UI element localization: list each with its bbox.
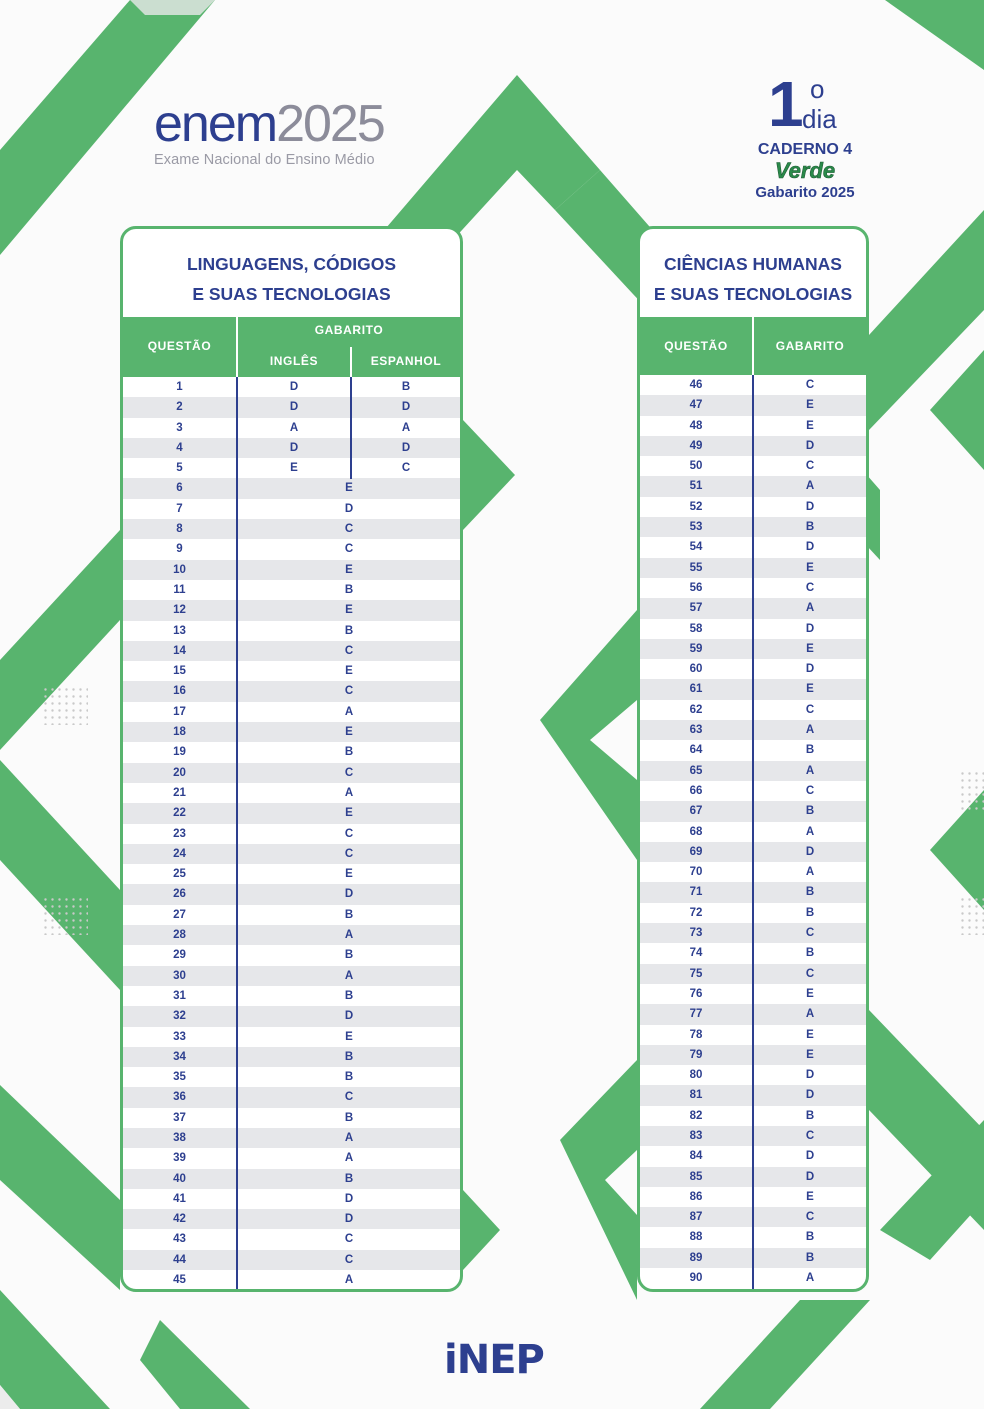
answer: B bbox=[805, 805, 815, 818]
question-number: 56 bbox=[689, 581, 703, 594]
answer: C bbox=[344, 543, 354, 556]
question-number: 80 bbox=[689, 1069, 703, 1082]
question-number: 38 bbox=[173, 1131, 186, 1144]
answer: C bbox=[805, 703, 815, 716]
question-number: 88 bbox=[689, 1231, 703, 1244]
question-number: 24 bbox=[173, 847, 186, 860]
answer: B bbox=[344, 1071, 354, 1084]
answer: B bbox=[805, 1231, 815, 1244]
question-number: 81 bbox=[689, 1089, 703, 1102]
answer: C bbox=[805, 1129, 815, 1142]
answer-espanhol: D bbox=[401, 401, 411, 414]
question-number: 33 bbox=[173, 1030, 186, 1043]
question-number: 44 bbox=[173, 1253, 186, 1266]
question-number: 78 bbox=[689, 1028, 703, 1041]
gabarito-year: Gabarito 2025 bbox=[755, 184, 855, 201]
question-number: 48 bbox=[689, 419, 703, 432]
answer: E bbox=[806, 1028, 814, 1041]
answer: B bbox=[805, 1109, 815, 1122]
table-row bbox=[123, 1169, 460, 1189]
table-body bbox=[123, 377, 460, 1290]
answer: E bbox=[345, 807, 353, 820]
answer: B bbox=[805, 906, 815, 919]
question-number: 14 bbox=[173, 644, 186, 657]
answer: C bbox=[344, 847, 354, 860]
question-number: 10 bbox=[173, 563, 186, 576]
column-divider bbox=[236, 377, 238, 1291]
answer-ingles: A bbox=[289, 421, 299, 434]
question-number: 46 bbox=[689, 379, 703, 391]
inep-logo bbox=[444, 1337, 544, 1383]
question-number: 60 bbox=[689, 663, 703, 676]
table-row bbox=[123, 560, 460, 580]
answer: D bbox=[805, 1069, 815, 1082]
question-number: 31 bbox=[173, 989, 186, 1002]
inep-logo-text: iNEP bbox=[444, 1337, 544, 1383]
day-ordinal: o bbox=[810, 74, 825, 104]
question-number: 84 bbox=[689, 1150, 703, 1163]
answer: D bbox=[805, 622, 815, 635]
answer: E bbox=[806, 987, 814, 1000]
answer: E bbox=[806, 1190, 814, 1203]
question-number: 41 bbox=[173, 1192, 186, 1205]
question-number: 74 bbox=[689, 947, 703, 960]
answer: A bbox=[805, 1008, 815, 1021]
caderno-color: Verde bbox=[774, 158, 836, 183]
answer: D bbox=[344, 888, 354, 901]
section-title-line2: E SUAS TECNOLOGIAS bbox=[653, 284, 853, 304]
table-row bbox=[123, 864, 460, 884]
question-number: 4 bbox=[176, 441, 183, 454]
question-number: 32 bbox=[173, 1010, 186, 1023]
table-row bbox=[123, 1047, 460, 1067]
question-number: 29 bbox=[173, 949, 186, 962]
question-number: 11 bbox=[173, 583, 186, 596]
table-row bbox=[123, 1250, 460, 1270]
day-number: 1 bbox=[768, 68, 804, 140]
question-number: 21 bbox=[173, 786, 186, 799]
question-number: 69 bbox=[689, 845, 703, 858]
table-row bbox=[123, 438, 460, 458]
logo-year-text: 2025 bbox=[276, 95, 384, 153]
table-row bbox=[123, 519, 460, 539]
answer: E bbox=[345, 665, 353, 678]
table-row bbox=[123, 418, 460, 438]
table-row bbox=[123, 1067, 460, 1087]
question-number: 45 bbox=[173, 1274, 186, 1287]
answer: A bbox=[344, 705, 354, 718]
answer: B bbox=[344, 908, 354, 921]
answer: C bbox=[344, 1253, 354, 1266]
answer: D bbox=[805, 541, 815, 554]
question-number: 75 bbox=[689, 967, 703, 980]
table-row bbox=[123, 1108, 460, 1128]
table-row bbox=[123, 803, 460, 823]
question-number: 3 bbox=[176, 421, 183, 434]
answer: D bbox=[805, 1150, 815, 1163]
question-number: 65 bbox=[689, 764, 703, 777]
logo-subtitle: Exame Nacional do Ensino Médio bbox=[154, 152, 375, 168]
question-number: 53 bbox=[689, 521, 703, 534]
answer: B bbox=[344, 583, 354, 596]
answer: D bbox=[805, 439, 815, 452]
answer: C bbox=[344, 685, 354, 698]
answer: E bbox=[806, 1048, 814, 1061]
question-number: 22 bbox=[173, 807, 186, 820]
section-title-humanas bbox=[640, 229, 866, 317]
question-number: 66 bbox=[689, 784, 703, 797]
question-number: 12 bbox=[173, 604, 186, 617]
answer: D bbox=[805, 663, 815, 676]
answer: C bbox=[805, 460, 815, 473]
answer-key-linguagens bbox=[120, 226, 463, 1292]
table-row bbox=[123, 1148, 460, 1168]
question-number: 68 bbox=[689, 825, 703, 838]
answer: D bbox=[805, 1089, 815, 1102]
answer: C bbox=[805, 1211, 815, 1224]
answer: C bbox=[344, 644, 354, 657]
answer: D bbox=[344, 1192, 354, 1205]
section-title-line1: CIÊNCIAS HUMANAS bbox=[664, 254, 842, 274]
answer-ingles: D bbox=[289, 401, 299, 414]
table-row bbox=[123, 377, 460, 397]
question-number: 18 bbox=[173, 726, 186, 739]
section-title-linguagens bbox=[123, 229, 460, 317]
table-row bbox=[123, 458, 460, 478]
question-number: 17 bbox=[173, 705, 186, 718]
header-gabarito: GABARITO bbox=[314, 323, 384, 337]
table-row bbox=[123, 1189, 460, 1209]
question-number: 26 bbox=[173, 888, 186, 901]
section-title-line2: E SUAS TECNOLOGIAS bbox=[192, 284, 391, 304]
table-row bbox=[123, 884, 460, 904]
answer: E bbox=[806, 642, 814, 655]
question-number: 15 bbox=[173, 665, 186, 678]
question-number: 90 bbox=[689, 1272, 703, 1285]
question-number: 76 bbox=[689, 987, 703, 1000]
table-row bbox=[123, 824, 460, 844]
answer: E bbox=[345, 482, 353, 495]
question-number: 83 bbox=[689, 1129, 703, 1142]
answer: C bbox=[805, 581, 815, 594]
header-questao: QUESTÃO bbox=[147, 339, 212, 353]
table-row bbox=[123, 702, 460, 722]
answer: B bbox=[344, 746, 354, 759]
table-row bbox=[123, 925, 460, 945]
answer: C bbox=[344, 827, 354, 840]
table-body bbox=[640, 375, 866, 1288]
answer: A bbox=[805, 1272, 815, 1285]
answer: B bbox=[344, 1111, 354, 1124]
table-header bbox=[123, 317, 460, 377]
question-number: 82 bbox=[689, 1109, 703, 1122]
answer: E bbox=[345, 726, 353, 739]
answer: C bbox=[344, 766, 354, 779]
answer-espanhol: B bbox=[401, 381, 411, 393]
header-divider bbox=[350, 347, 352, 377]
answer: A bbox=[344, 929, 354, 942]
question-number: 72 bbox=[689, 906, 703, 919]
table-row bbox=[123, 844, 460, 864]
table-row bbox=[123, 966, 460, 986]
answer: E bbox=[345, 1030, 353, 1043]
enem-logo bbox=[154, 95, 384, 168]
question-number: 6 bbox=[176, 482, 183, 495]
question-number: 37 bbox=[173, 1111, 186, 1124]
answer: B bbox=[805, 1251, 815, 1264]
table-row bbox=[123, 478, 460, 498]
column-divider bbox=[752, 375, 754, 1289]
question-number: 59 bbox=[689, 642, 703, 655]
question-number: 79 bbox=[689, 1048, 703, 1061]
header-divider bbox=[752, 317, 754, 375]
table-row bbox=[123, 681, 460, 701]
answer: A bbox=[344, 1131, 354, 1144]
question-number: 30 bbox=[173, 969, 186, 982]
table-row bbox=[123, 1087, 460, 1107]
day-label: dia bbox=[802, 104, 837, 134]
logo-enem-text: enem bbox=[154, 95, 277, 153]
question-number: 16 bbox=[173, 685, 186, 698]
question-number: 39 bbox=[173, 1152, 186, 1165]
exam-day-info bbox=[730, 70, 880, 203]
answer: E bbox=[806, 399, 814, 412]
question-number: 86 bbox=[689, 1190, 703, 1203]
question-number: 55 bbox=[689, 561, 703, 574]
answer: C bbox=[344, 1233, 354, 1246]
answer: A bbox=[805, 480, 815, 493]
question-number: 73 bbox=[689, 927, 703, 940]
question-number: 70 bbox=[689, 866, 703, 879]
table-row bbox=[123, 1128, 460, 1148]
answer: B bbox=[805, 886, 815, 899]
answer: E bbox=[345, 604, 353, 617]
header-questao: QUESTÃO bbox=[664, 339, 728, 353]
question-number: 64 bbox=[689, 744, 703, 757]
answer: B bbox=[805, 947, 815, 960]
answer: E bbox=[806, 683, 814, 696]
caderno-label: CADERNO 4 bbox=[757, 141, 853, 158]
question-number: 27 bbox=[173, 908, 186, 921]
answer: D bbox=[344, 502, 354, 515]
answer: A bbox=[805, 602, 815, 615]
question-number: 63 bbox=[689, 724, 703, 737]
answer: D bbox=[805, 500, 815, 513]
answer-espanhol: C bbox=[401, 462, 411, 475]
answer-ingles: D bbox=[289, 441, 299, 454]
question-number: 89 bbox=[689, 1251, 703, 1264]
header-espanhol: ESPANHOL bbox=[370, 354, 442, 368]
table-row bbox=[123, 580, 460, 600]
answer: B bbox=[344, 989, 354, 1002]
answer-espanhol: D bbox=[401, 441, 411, 454]
question-number: 43 bbox=[173, 1233, 186, 1246]
answer: B bbox=[805, 744, 815, 757]
answer: B bbox=[805, 521, 815, 534]
question-number: 77 bbox=[689, 1008, 703, 1021]
question-number: 28 bbox=[173, 929, 186, 942]
question-number: 1 bbox=[176, 381, 183, 393]
section-title-line1: LINGUAGENS, CÓDIGOS bbox=[186, 254, 397, 274]
answer: B bbox=[344, 1172, 354, 1185]
answer: C bbox=[344, 1091, 354, 1104]
answer: A bbox=[344, 969, 354, 982]
header-ingles: INGLÊS bbox=[269, 354, 319, 368]
answer: B bbox=[344, 624, 354, 637]
table-row bbox=[123, 905, 460, 925]
answer: D bbox=[344, 1213, 354, 1226]
question-number: 57 bbox=[689, 602, 703, 615]
answer: A bbox=[344, 786, 354, 799]
table-row bbox=[123, 661, 460, 681]
answer-espanhol: A bbox=[401, 421, 411, 434]
exam-day bbox=[730, 70, 880, 138]
answer: B bbox=[344, 1050, 354, 1063]
answer: E bbox=[345, 563, 353, 576]
table-row bbox=[123, 1027, 460, 1047]
question-number: 13 bbox=[173, 624, 186, 637]
table-row bbox=[123, 600, 460, 620]
table-row bbox=[123, 1270, 460, 1290]
question-number: 34 bbox=[173, 1050, 186, 1063]
table-row bbox=[123, 539, 460, 559]
answer: C bbox=[344, 523, 354, 536]
header-divider bbox=[236, 317, 238, 377]
header-gabarito: GABARITO bbox=[775, 339, 845, 353]
question-number: 58 bbox=[689, 622, 703, 635]
question-number: 5 bbox=[176, 462, 183, 475]
question-number: 7 bbox=[176, 502, 183, 515]
question-number: 35 bbox=[173, 1071, 186, 1084]
table-row bbox=[123, 783, 460, 803]
question-number: 2 bbox=[176, 401, 183, 414]
question-number: 87 bbox=[689, 1211, 703, 1224]
answer: C bbox=[805, 927, 815, 940]
table-row bbox=[123, 1006, 460, 1026]
table-row bbox=[123, 742, 460, 762]
table-row bbox=[123, 722, 460, 742]
column-divider bbox=[350, 377, 352, 479]
question-number: 51 bbox=[689, 480, 703, 493]
question-number: 23 bbox=[173, 827, 186, 840]
question-number: 40 bbox=[173, 1172, 186, 1185]
question-number: 61 bbox=[689, 683, 703, 696]
answer: E bbox=[806, 561, 814, 574]
answer: C bbox=[805, 967, 815, 980]
question-number: 49 bbox=[689, 439, 703, 452]
answer: C bbox=[805, 784, 815, 797]
answer: A bbox=[344, 1274, 354, 1287]
question-number: 62 bbox=[689, 703, 703, 716]
question-number: 52 bbox=[689, 500, 703, 513]
question-number: 85 bbox=[689, 1170, 703, 1183]
question-number: 71 bbox=[689, 886, 703, 899]
table-header bbox=[640, 317, 866, 375]
answer: A bbox=[344, 1152, 354, 1165]
answer: A bbox=[805, 724, 815, 737]
answer: D bbox=[805, 1170, 815, 1183]
question-number: 9 bbox=[176, 543, 183, 556]
table-row bbox=[123, 986, 460, 1006]
table-row bbox=[123, 763, 460, 783]
table-row bbox=[123, 621, 460, 641]
question-number: 67 bbox=[689, 805, 703, 818]
answer-ingles: D bbox=[289, 381, 299, 393]
table-row bbox=[123, 945, 460, 965]
answer: D bbox=[344, 1010, 354, 1023]
question-number: 36 bbox=[173, 1091, 186, 1104]
answer: D bbox=[805, 845, 815, 858]
table-row bbox=[123, 499, 460, 519]
question-number: 50 bbox=[689, 460, 703, 473]
answer: A bbox=[805, 764, 815, 777]
question-number: 8 bbox=[176, 523, 183, 536]
question-number: 54 bbox=[689, 541, 703, 554]
question-number: 20 bbox=[173, 766, 186, 779]
answer: C bbox=[805, 379, 815, 391]
table-row bbox=[123, 397, 460, 417]
question-number: 19 bbox=[173, 746, 186, 759]
question-number: 47 bbox=[689, 399, 703, 412]
table-row bbox=[123, 1209, 460, 1229]
answer: E bbox=[345, 868, 353, 881]
table-row bbox=[123, 1229, 460, 1249]
answer-key-ciencias-humanas bbox=[637, 226, 869, 1292]
answer: B bbox=[344, 949, 354, 962]
answer: A bbox=[805, 866, 815, 879]
table-row bbox=[123, 641, 460, 661]
question-number: 25 bbox=[173, 868, 186, 881]
question-number: 42 bbox=[173, 1213, 186, 1226]
answer-ingles: E bbox=[290, 462, 298, 475]
answer: A bbox=[805, 825, 815, 838]
answer: E bbox=[806, 419, 814, 432]
